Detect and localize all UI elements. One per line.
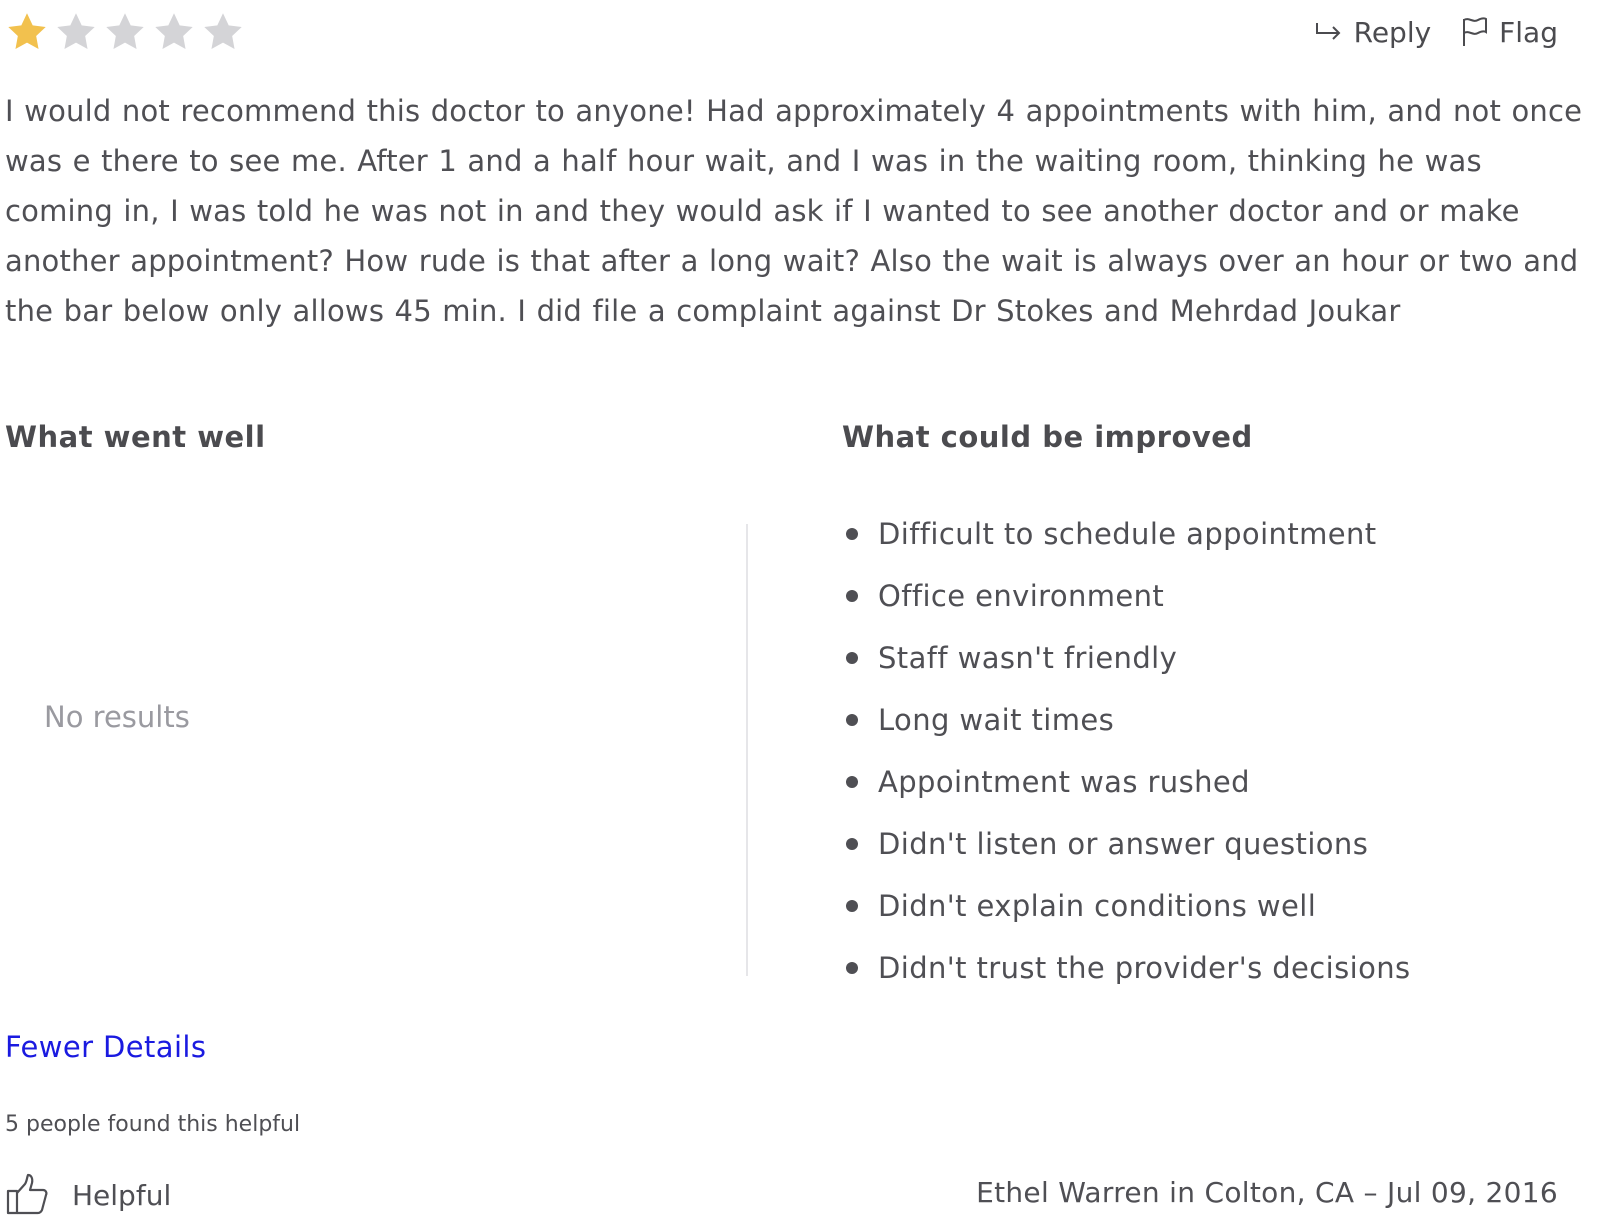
flag-label: Flag	[1499, 15, 1558, 49]
thumbs-up-icon	[6, 1173, 50, 1217]
list-item	[846, 751, 1411, 813]
list-item-label: Appointment was rushed	[878, 765, 1250, 799]
review-actions	[1314, 10, 1558, 54]
list-item-label: Difficult to schedule appointment	[878, 517, 1377, 551]
bullet-icon	[846, 528, 858, 540]
no-results-text: No results	[44, 700, 190, 734]
list-item-label: Long wait times	[878, 703, 1115, 737]
helpful-button[interactable]	[6, 1170, 171, 1220]
list-item-label: Didn't explain conditions well	[878, 889, 1317, 923]
bullet-icon	[846, 838, 858, 850]
bullet-icon	[846, 962, 858, 974]
list-item	[846, 503, 1411, 565]
review-text: I would not recommend this doctor to anyone! Had approximately 4 appointments with him, and not once was e there to see me. After 1 and a half hour wait, and I was in the waiting room, thinking he was coming in, I was told he was not in and they would ask if I wanted to see another doctor and or make another appointment? How rude is that after a long wait? Also the wait is always over an hour or two and the bar below only allows 45 min. I did file a complaint against Dr Stokes and Mehrdad Joukar	[5, 94, 1583, 328]
star-icon	[102, 10, 148, 54]
reply-label: Reply	[1353, 15, 1432, 49]
could-improve-title: What could be improved	[842, 420, 1253, 454]
list-item	[846, 813, 1411, 875]
review-author: Ethel Warren in Colton, CA – Jul 09, 2016	[976, 1176, 1558, 1209]
star-icon	[53, 10, 99, 54]
list-item-label: Staff wasn't friendly	[878, 641, 1178, 675]
star-icon	[4, 10, 50, 54]
list-item	[846, 689, 1411, 751]
flag-button[interactable]	[1461, 16, 1558, 49]
star-rating	[4, 10, 249, 54]
flag-icon	[1461, 17, 1489, 47]
bullet-icon	[846, 652, 858, 664]
reply-button[interactable]	[1314, 16, 1432, 49]
star-icon	[200, 10, 246, 54]
helpful-count-text: 5 people found this helpful	[5, 1112, 301, 1137]
list-item-label: Didn't listen or answer questions	[878, 827, 1369, 861]
column-divider	[746, 524, 748, 976]
list-item	[846, 565, 1411, 627]
went-well-title: What went well	[5, 420, 266, 454]
bullet-icon	[846, 714, 858, 726]
star-icon	[151, 10, 197, 54]
bullet-icon	[846, 900, 858, 912]
bullet-icon	[846, 776, 858, 788]
list-item-label: Didn't trust the provider's decisions	[878, 951, 1411, 985]
list-item	[846, 937, 1411, 999]
improvement-list	[846, 503, 1411, 999]
helpful-label: Helpful	[72, 1178, 172, 1212]
list-item	[846, 875, 1411, 937]
reply-arrow-icon	[1314, 20, 1344, 44]
list-item	[846, 627, 1411, 689]
bullet-icon	[846, 590, 858, 602]
list-item-label: Office environment	[878, 579, 1165, 613]
fewer-details-link[interactable]: Fewer Details	[5, 1030, 207, 1064]
